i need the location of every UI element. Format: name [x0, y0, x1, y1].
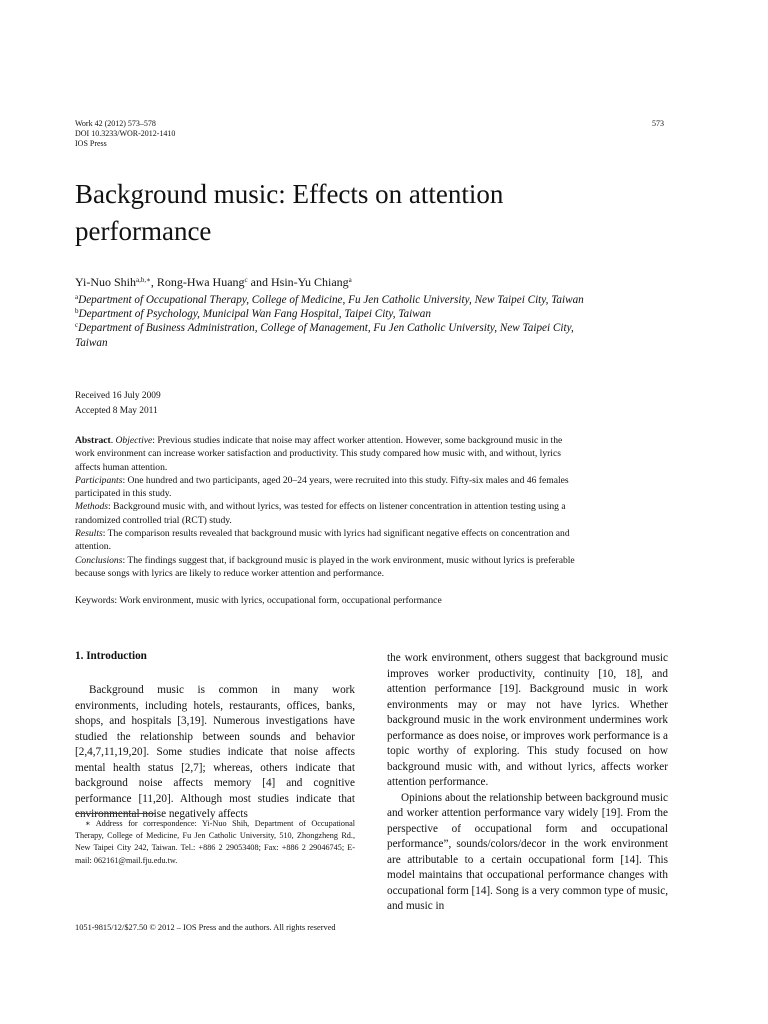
abstract-line: [75, 474, 668, 487]
affil-text: Department of Business Administration, College of Management, Fu Jen Catholic University, New Taipei City,: [78, 322, 574, 335]
abstract-label: Results: [75, 528, 103, 540]
affil-text: Department of Psychology, Municipal Wan Fang Hospital, Taipei City, Taiwan: [78, 308, 431, 321]
abstract-text: participated in this study.: [75, 488, 172, 500]
title-line-2: performance: [75, 216, 212, 246]
abstract-line: [75, 461, 668, 474]
abstract-line: [75, 527, 668, 540]
article-dates: [75, 389, 161, 418]
abstract-label: Conclusions: [75, 554, 123, 566]
abstract-text: attention.: [75, 541, 111, 553]
author-name: Rong-Hwa Huang: [156, 275, 245, 289]
right-column: [387, 651, 668, 915]
abstract-label: Objective: [115, 435, 153, 446]
abstract-line: [75, 487, 668, 500]
abstract-sep: .: [110, 435, 116, 446]
author-affil-marker: a: [348, 276, 352, 284]
affiliation-line: [75, 336, 675, 350]
footnote: [75, 818, 355, 867]
journal-line: Work 42 (2012) 573–578: [75, 119, 156, 128]
abstract-sep: :: [122, 474, 128, 486]
author-affil-marker: c: [244, 276, 248, 284]
abstract-heading: Abstract: [75, 435, 111, 446]
author-separator: ,: [150, 275, 157, 289]
publisher-line: IOS Press: [75, 139, 107, 148]
abstract-line: [75, 500, 668, 513]
title-line-1: Background music: Effects on attention: [75, 179, 504, 209]
affiliation-line: [75, 293, 675, 307]
abstract-sep: :: [152, 435, 158, 446]
abstract-text: The comparison results revealed that background music with lyrics had significant negative effects on concentration and: [107, 528, 570, 540]
received-date: Received 16 July 2009: [75, 391, 161, 401]
abstract-text: affects human attention.: [75, 461, 168, 473]
abstract-line: [75, 554, 668, 567]
author-name: Hsin-Yu Chiang: [270, 275, 349, 289]
abstract: [75, 434, 668, 580]
paragraph: the work environment, others suggest that background music improves worker productivity, continuity [10, 18], and attention performance [19]. Background music in work environments may or may not have lyrics. Whether background music in the work environment undermines work performance as does noise, or improves work performance is a topic worthy of exploring. This study focused on how background music with, and without lyrics, affects worker attention performance.: [387, 652, 668, 788]
footnote-marker: ∗: [85, 819, 91, 828]
footnote-text: Address for correspondence: Yi-Nuo Shih, Department of Occupational Therapy, College of Medicine, Fu Jen Catholic University, 510, Zhongzheng Rd., New Taipei City 242, Taiwan. Tel.: +886 2 29053408; Fax: +886 2 29046745; E-mail: 062161@mail.fju.edu.tw.: [75, 819, 355, 865]
abstract-text: One hundred and two participants, aged 20–24 years, were recruited into this study. Fifty-six males and 46 females: [127, 474, 569, 486]
abstract-text: Previous studies indicate that noise may affect worker attention. However, some background music in the: [157, 435, 563, 446]
affiliation-line: [75, 321, 675, 335]
affil-marker: c: [75, 321, 79, 330]
section-heading: 1. Introduction: [75, 650, 147, 662]
abstract-line: [75, 567, 668, 580]
abstract-line: [75, 514, 668, 527]
keywords: Keywords: Work environment, music with lyrics, occupational form, occupational performance: [75, 595, 442, 606]
abstract-label: Methods: [75, 501, 109, 513]
accepted-date: Accepted 8 May 2011: [75, 405, 158, 416]
paragraph: Background music is common in many work environments, including hotels, restaurants, offices, banks, shops, and hospitals [3,19]. Numerous investigations have studied the relationship between sounds and behavior [2,4,7,11,19,20]. Some studies indicate that noise affects mental health status [2,7]; whereas, others indicate that background noise affects memory [4] and cognitive performance [11,20]. Although most studies indicate that environmental noise negatively affects: [75, 684, 355, 820]
abstract-text: work environment can increase worker satisfaction and productivity. This study compared how music with, and without, lyrics: [75, 448, 561, 460]
abstract-sep: :: [108, 501, 114, 513]
affil-marker: a: [75, 293, 79, 301]
abstract-line: [75, 434, 668, 447]
abstract-text: The findings suggest that, if background music is played in the work environment, music without lyrics is preferable: [127, 554, 575, 566]
author-name: Yi-Nuo Shih: [75, 275, 137, 289]
abstract-label: Participants: [75, 474, 123, 486]
abstract-line: [75, 540, 668, 553]
copyright-line: 1051-9815/12/$27.50 © 2012 – IOS Press and the authors. All rights reserved: [75, 923, 336, 932]
affil-text: Department of Occupational Therapy, College of Medicine, Fu Jen Catholic University, New Taipei City, Taiwan: [78, 294, 584, 306]
affiliation-line: [75, 307, 675, 321]
abstract-line: [75, 447, 668, 460]
abstract-text: randomized controlled trial (RCT) study.: [75, 514, 232, 526]
abstract-sep: :: [102, 528, 108, 540]
abstract-sep: :: [122, 554, 128, 566]
article-title: [75, 176, 503, 250]
left-column: [75, 683, 355, 823]
paragraph: Opinions about the relationship between background music and worker attention performance vary widely [19]. From the perspective of occupational form and occupational performance”, sounds/colors/decor in the work environment are attributable to a certain occupational form [14]. This model maintains that occupational performance changes with occupational form [14]. Song is a very common type of music, and music in: [387, 791, 668, 912]
author-affil-marker: a,b,∗: [136, 276, 151, 284]
footnote-rule: [75, 813, 155, 814]
page-number: 573: [652, 119, 664, 128]
affil-text: Taiwan: [75, 336, 108, 349]
affil-marker: b: [75, 307, 79, 316]
affiliations: [75, 293, 675, 350]
abstract-text: Background music with, and without lyrics, was tested for effects on listener concentration in attention testing using a: [113, 501, 566, 513]
abstract-text: because songs with lyrics are likely to reduce worker attention and performance.: [75, 567, 385, 579]
journal-citation: [75, 119, 175, 149]
doi-line: DOI 10.3233/WOR-2012-1410: [75, 129, 176, 138]
author-list: [75, 275, 352, 290]
author-separator: and: [247, 275, 271, 289]
